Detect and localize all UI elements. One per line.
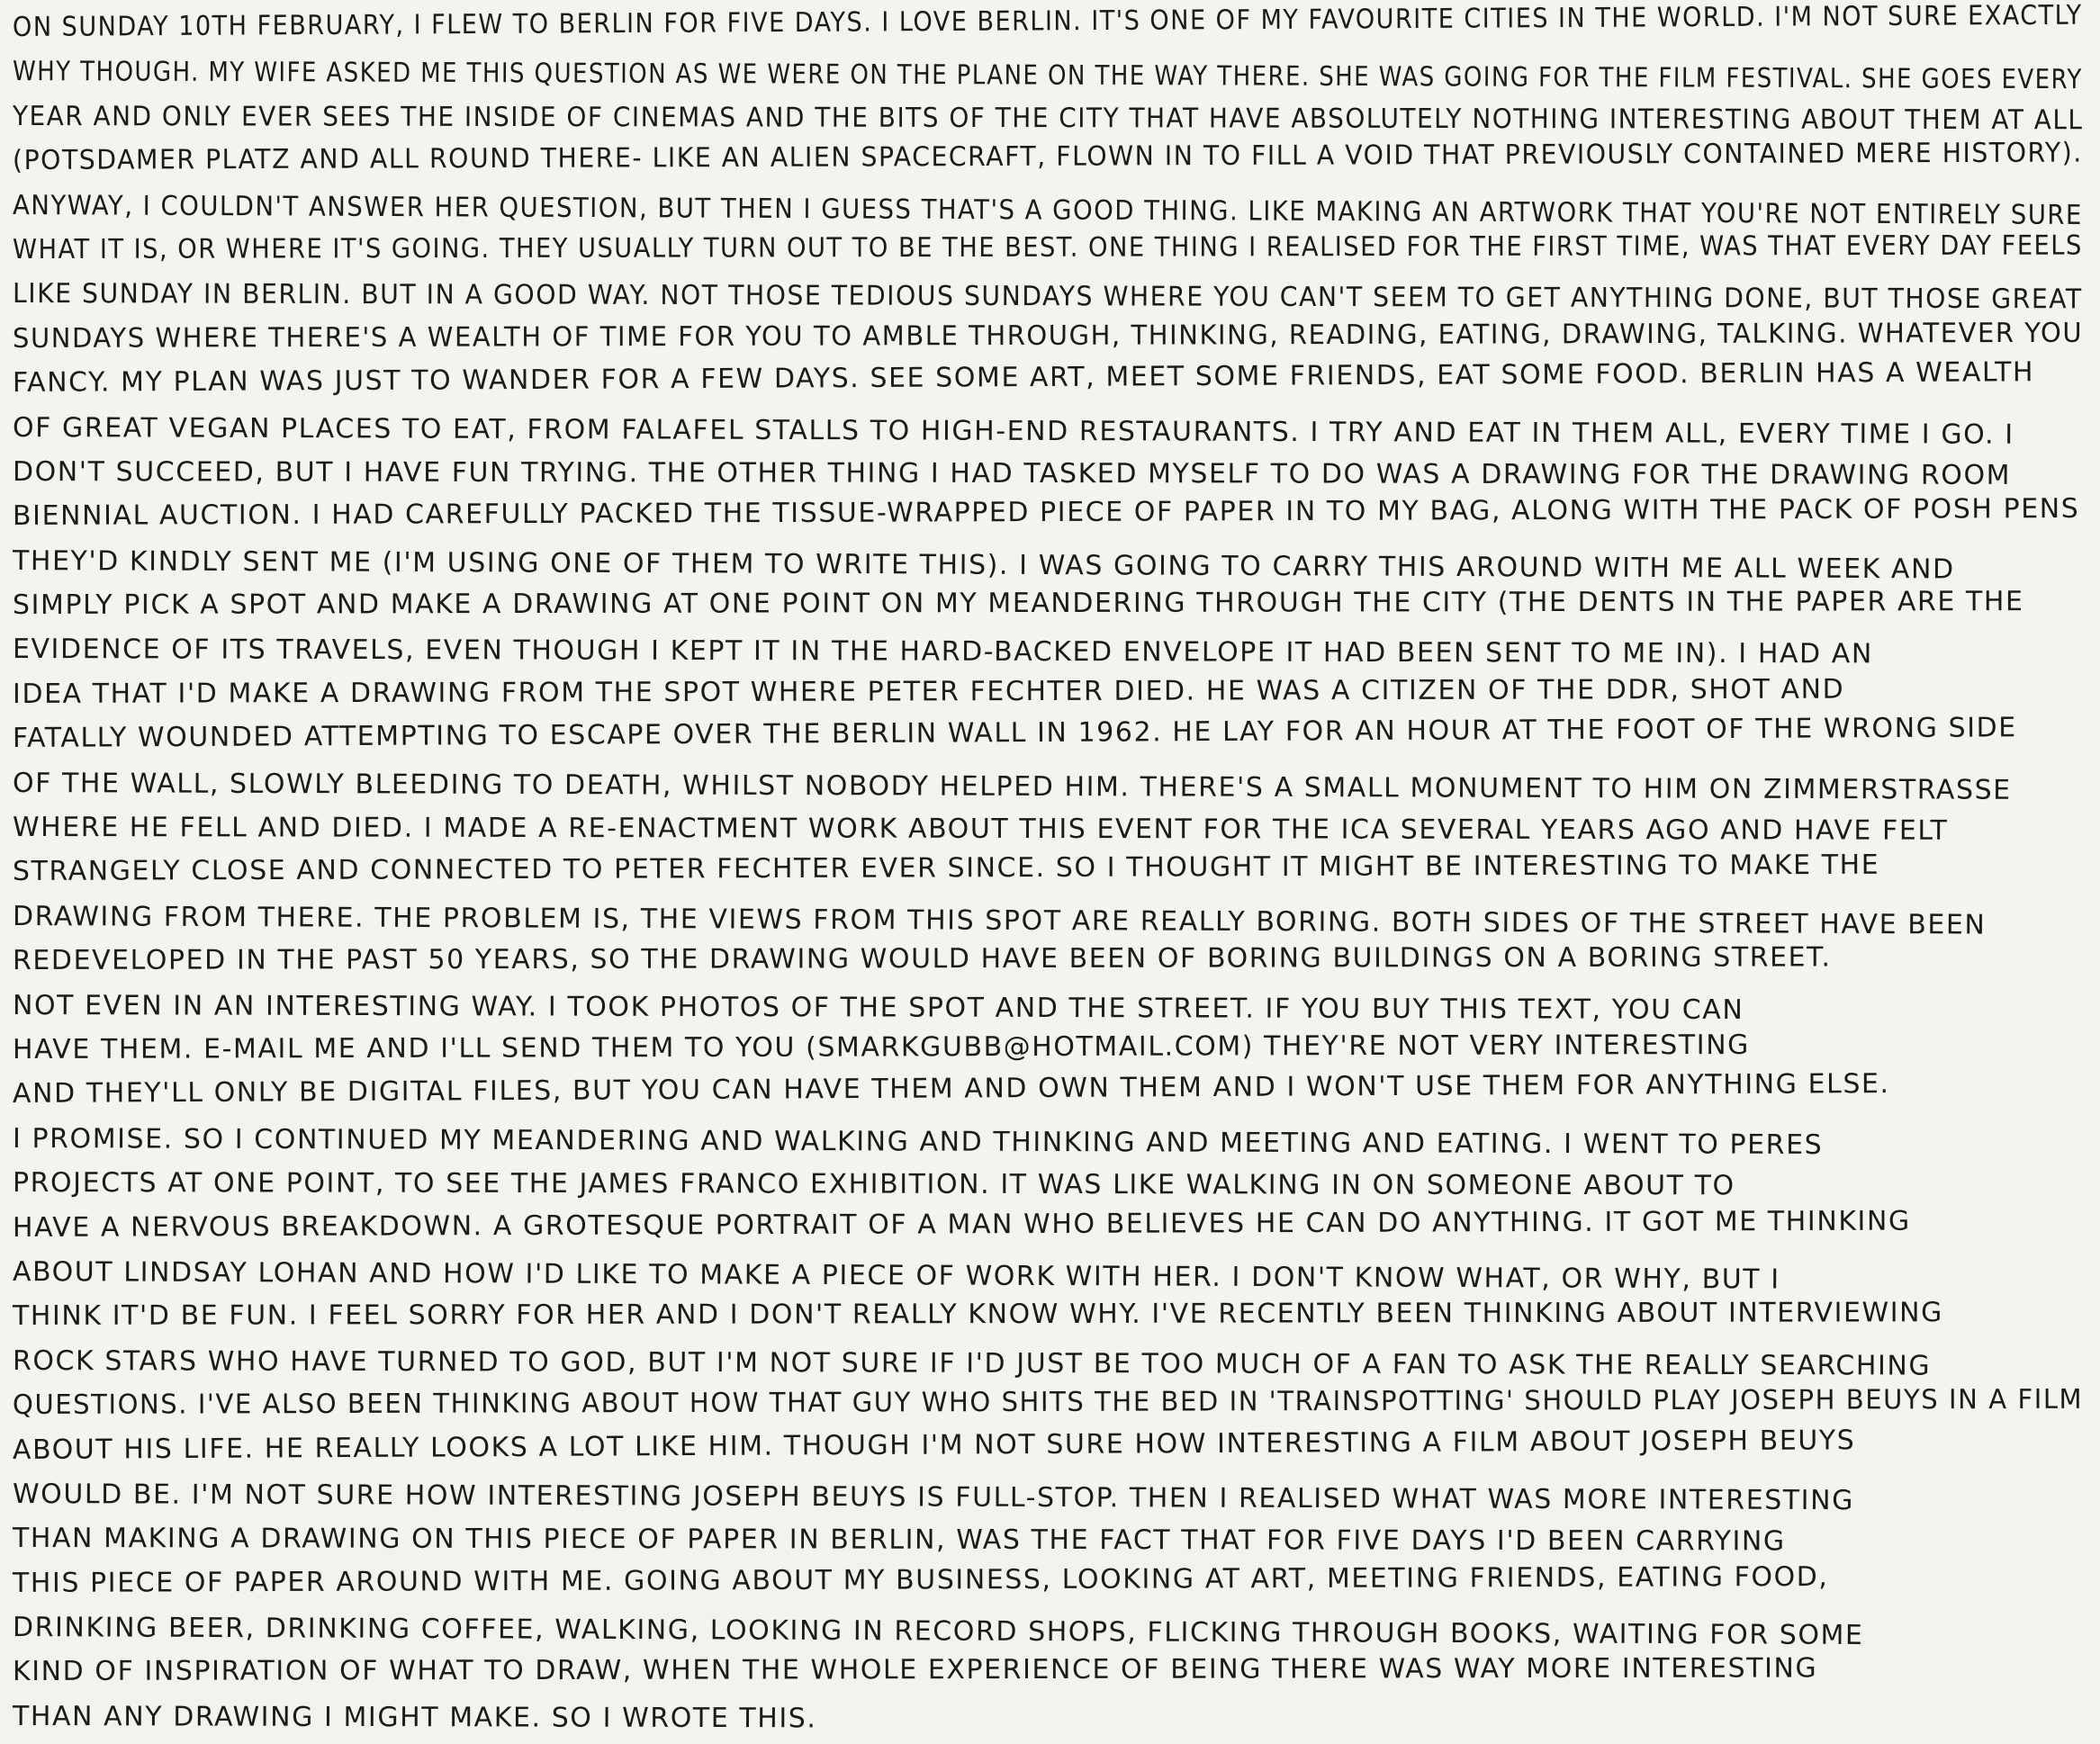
handwritten-line: OF GREAT VEGAN PLACES TO EAT, FROM FALAFEL STALLS TO HIGH-END RESTAURANTS. I TRY AND EAT IN THEM ALL, EVERY TIME I GO. I [12, 411, 2014, 451]
handwritten-line: SUNDAYS WHERE THERE'S A WEALTH OF TIME FOR YOU TO AMBLE THROUGH, THINKING, READING, EATING, DRAWING, TALKING. WHATEVER YOU [12, 317, 2084, 355]
handwritten-line: ANYWAY, I COULDN'T ANSWER HER QUESTION, BUT THEN I GUESS THAT'S A GOOD THING. LIKE MAKING AN ARTWORK THAT YOU'RE NOT ENTIRELY SURE [12, 189, 2083, 231]
handwritten-line: I PROMISE. SO I CONTINUED MY MEANDERING AND WALKING AND THINKING AND MEETING AND EATING. I WENT TO PERES [12, 1122, 1824, 1161]
handwritten-line: AND THEY'LL ONLY BE DIGITAL FILES, BUT YOU CAN HAVE THEM AND OWN THEM AND I WON'T USE THEM FOR ANYTHING ELSE. [12, 1068, 1890, 1110]
handwritten-line: WHERE HE FELL AND DIED. I MADE A RE-ENACTMENT WORK ABOUT THIS EVENT FOR THE ICA SEVERAL YEARS AGO AND HAVE FELT [12, 812, 1949, 847]
handwritten-line: REDEVELOPED IN THE PAST 50 YEARS, SO THE DRAWING WOULD HAVE BEEN OF BORING BUILDINGS ON A BORING STREET. [12, 941, 1832, 977]
handwritten-line: ROCK STARS WHO HAVE TURNED TO GOD, BUT I'M NOT SURE IF I'D JUST BE TOO MUCH OF A FAN TO ASK THE REALLY SEARCHING [12, 1344, 1932, 1382]
handwritten-line: ABOUT LINDSAY LOHAN AND HOW I'D LIKE TO MAKE A PIECE OF WORK WITH HER. I DON'T KNOW WHAT, OR WHY, BUT I [12, 1255, 1780, 1296]
handwritten-line: BIENNIAL AUCTION. I HAD CAREFULLY PACKED THE TISSUE-WRAPPED PIECE OF PAPER IN TO MY BAG, ALONG WITH THE PACK OF POSH PENS [12, 493, 2080, 533]
handwritten-line: QUESTIONS. I'VE ALSO BEEN THINKING ABOUT HOW THAT GUY WHO SHITS THE BED IN 'TRAINSPOTTING' SHOULD PLAY JOSEPH BEUYS IN A FILM [12, 1383, 2084, 1422]
handwritten-line: THAN MAKING A DRAWING ON THIS PIECE OF PAPER IN BERLIN, WAS THE FACT THAT FOR FIVE DAYS I'D BEEN CARRYING [12, 1523, 1786, 1558]
handwritten-line: EVIDENCE OF ITS TRAVELS, EVEN THOUGH I KEPT IT IN THE HARD-BACKED ENVELOPE IT HAD BEEN SENT TO ME IN). I HAD AN [12, 634, 1873, 670]
handwritten-line: THEY'D KINDLY SENT ME (I'M USING ONE OF THEM TO WRITE THIS). I WAS GOING TO CARRY THIS AROUND WITH ME ALL WEEK AND [12, 544, 1955, 586]
handwritten-line: KIND OF INSPIRATION OF WHAT TO DRAW, WHEN THE WHOLE EXPERIENCE OF BEING THERE WAS WAY MORE INTERESTING [12, 1652, 1818, 1688]
handwritten-line: THIS PIECE OF PAPER AROUND WITH ME. GOING ABOUT MY BUSINESS, LOOKING AT ART, MEETING FRIENDS, EATING FOOD, [12, 1560, 1829, 1599]
handwritten-line: IDEA THAT I'D MAKE A DRAWING FROM THE SPOT WHERE PETER FECHTER DIED. HE WAS A CITIZEN OF THE DDR, SHOT AND [12, 673, 1845, 710]
handwritten-line: HAVE THEM. E-MAIL ME AND I'LL SEND THEM TO YOU (SMARKGUBB@HOTMAIL.COM) THEY'RE NOT VERY INTERESTING [12, 1029, 1751, 1065]
handwritten-line: LIKE SUNDAY IN BERLIN. BUT IN A GOOD WAY. NOT THOSE TEDIOUS SUNDAYS WHERE YOU CAN'T SEEM TO GET ANYTHING DONE, BUT THOSE GREAT [12, 278, 2083, 316]
handwritten-line: WOULD BE. I'M NOT SURE HOW INTERESTING JOSEPH BEUYS IS FULL-STOP. THEN I REALISED WHAT WAS MORE INTERESTING [12, 1478, 1854, 1517]
handwritten-line: DON'T SUCCEED, BUT I HAVE FUN TRYING. THE OTHER THING I HAD TASKED MYSELF TO DO WAS A DRAWING FOR THE DRAWING ROOM [12, 455, 2012, 491]
handwritten-line: THINK IT'D BE FUN. I FEEL SORRY FOR HER AND I DON'T REALLY KNOW WHY. I'VE RECENTLY BEEN THINKING ABOUT INTERVIEWING [12, 1297, 1943, 1333]
handwritten-line: NOT EVEN IN AN INTERESTING WAY. I TOOK PHOTOS OF THE SPOT AND THE STREET. IF YOU BUY THIS TEXT, YOU CAN [12, 989, 1744, 1026]
handwritten-line: ON SUNDAY 10TH FEBRUARY, I FLEW TO BERLIN FOR FIVE DAYS. I LOVE BERLIN. IT'S ONE OF MY FAVOURITE CITIES IN THE WORLD. I'M NOT SURE EXACTLY [12, 0, 2083, 43]
handwritten-line: ABOUT HIS LIFE. HE REALLY LOOKS A LOT LIKE HIM. THOUGH I'M NOT SURE HOW INTERESTING A FILM ABOUT JOSEPH BEUYS [12, 1424, 1856, 1466]
handwritten-line: DRINKING BEER, DRINKING COFFEE, WALKING, LOOKING IN RECORD SHOPS, FLICKING THROUGH BOOKS, WAITING FOR SOME [12, 1612, 1864, 1652]
handwritten-line: STRANGELY CLOSE AND CONNECTED TO PETER FECHTER EVER SINCE. SO I THOUGHT IT MIGHT BE INTERESTING TO MAKE THE [12, 850, 1880, 888]
handwritten-line: (POTSDAMER PLATZ AND ALL ROUND THERE- LIKE AN ALIEN SPACECRAFT, FLOWN IN TO FILL A VOID THAT PREVIOUSLY CONTAINED MERE HISTORY). [12, 137, 2083, 177]
handwritten-line: YEAR AND ONLY EVER SEES THE INSIDE OF CINEMAS AND THE BITS OF THE CITY THAT HAVE ABSOLUTELY NOTHING INTERESTING ABOUT THEM AT ALL [12, 100, 2084, 137]
handwritten-line: OF THE WALL, SLOWLY BLEEDING TO DEATH, WHILST NOBODY HELPED HIM. THERE'S A SMALL MONUMENT TO HIM ON ZIMMERSTRASSE [12, 767, 2012, 806]
handwritten-line: SIMPLY PICK A SPOT AND MAKE A DRAWING AT ONE POINT ON MY MEANDERING THROUGH THE CITY (THE DENTS IN THE PAPER ARE THE [12, 586, 2024, 622]
handwritten-line: WHY THOUGH. MY WIFE ASKED ME THIS QUESTION AS WE WERE ON THE PLANE ON THE WAY THERE. SHE WAS GOING FOR THE FILM FESTIVAL. SHE GOES EVERY [12, 56, 2083, 96]
handwritten-line: FATALLY WOUNDED ATTEMPTING TO ESCAPE OVER THE BERLIN WALL IN 1962. HE LAY FOR AN HOUR AT THE FOOT OF THE WRONG SIDE [12, 712, 2017, 755]
handwritten-line: THAN ANY DRAWING I MIGHT MAKE. SO I WROTE THIS. [12, 1700, 817, 1735]
handwritten-line: PROJECTS AT ONE POINT, TO SEE THE JAMES FRANCO EXHIBITION. IT WAS LIKE WALKING IN ON SOMEONE ABOUT TO [12, 1167, 1735, 1202]
handwritten-line: HAVE A NERVOUS BREAKDOWN. A GROTESQUE PORTRAIT OF A MAN WHO BELIEVES HE CAN DO ANYTHING. IT GOT ME THINKING [12, 1205, 1911, 1244]
handwritten-line: FANCY. MY PLAN WAS JUST TO WANDER FOR A FEW DAYS. SEE SOME ART, MEET SOME FRIENDS, EAT SOME FOOD. BERLIN HAS A WEALTH [12, 356, 2035, 400]
handwritten-line: WHAT IT IS, OR WHERE IT'S GOING. THEY USUALLY TURN OUT TO BE THE BEST. ONE THING I REALISED FOR THE FIRST TIME, WAS THAT EVERY DAY FEELS [12, 229, 2083, 265]
handwritten-line: DRAWING FROM THERE. THE PROBLEM IS, THE VIEWS FROM THIS SPOT ARE REALLY BORING. BOTH SIDES OF THE STREET HAVE BEEN [12, 900, 1987, 941]
handwritten-text-block [12, 0, 2087, 1739]
